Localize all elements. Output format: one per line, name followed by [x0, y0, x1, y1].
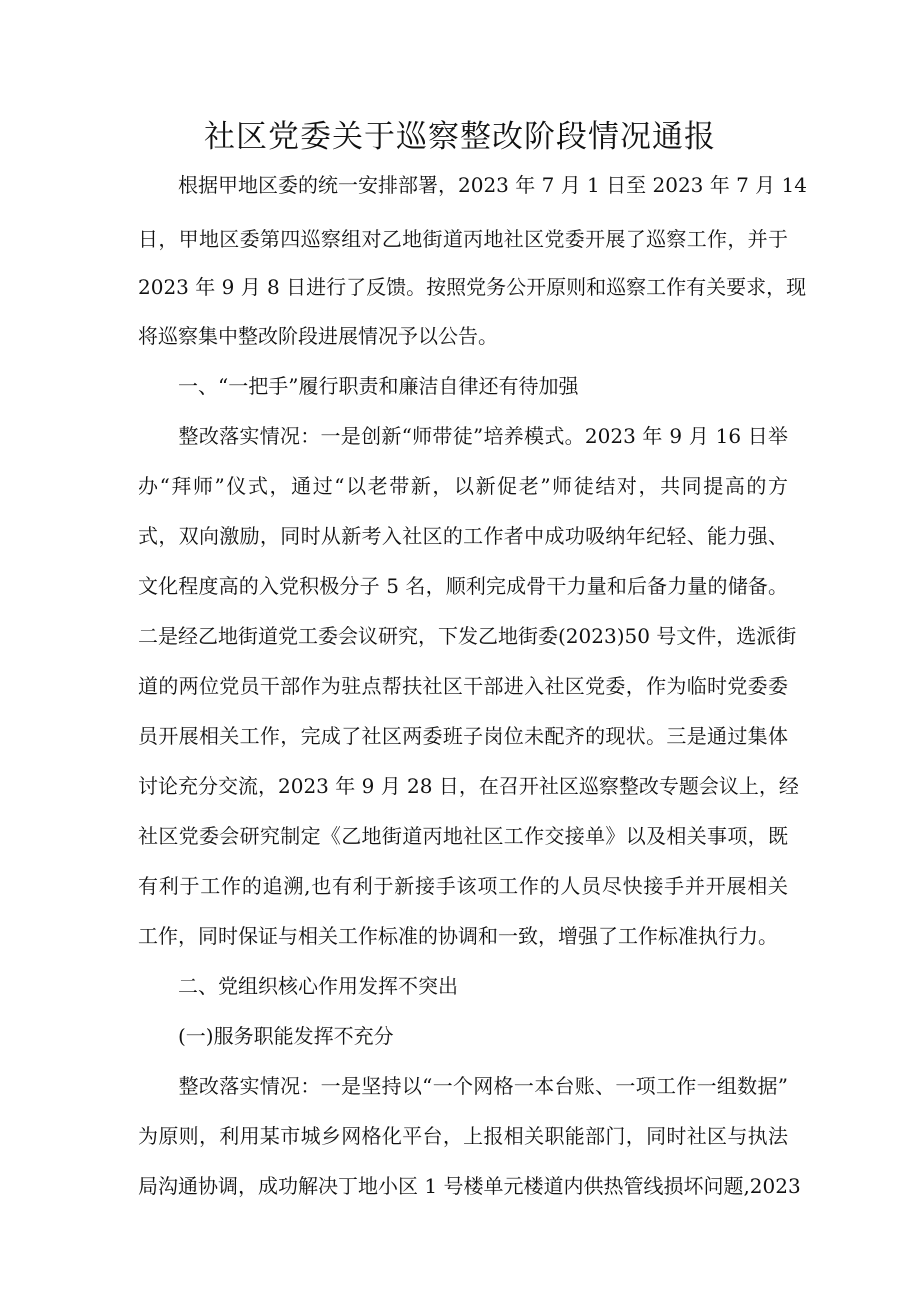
paragraph-line: 文化程度高的入党积极分子 5 名，顺利完成骨干力量和后备力量的储备。: [138, 574, 788, 598]
section-heading: 二、党组织核心作用发挥不突出: [138, 974, 458, 998]
paragraph-line: 道的两位党员干部作为驻点帮扶社区干部进入社区党委，作为临时党委委: [138, 674, 788, 698]
paragraph-line: 日，甲地区委第四巡察组对乙地街道丙地社区党委开展了巡察工作，并于: [138, 227, 788, 251]
paragraph-line: 根据甲地区委的统一安排部署，2023 年 7 月 1 日至 2023 年 7 月 14: [138, 173, 807, 197]
paragraph-line: 2023 年 9 月 8 日进行了反馈。按照党务公开原则和巡察工作有关要求，现: [138, 275, 807, 299]
paragraph-line: 员开展相关工作，完成了社区两委班子岗位未配齐的现状。三是通过集体: [138, 724, 788, 748]
paragraph-line: 式，双向激励，同时从新考入社区的工作者中成功吸纳年纪轻、能力强、: [138, 524, 788, 548]
paragraph-line: 局沟通协调，成功解决丁地小区 1 号楼单元楼道内供热管线损坏问题,2023: [138, 1174, 801, 1198]
paragraph-line: 整改落实情况：一是创新“师带徒”培养模式。2023 年 9 月 16 日举: [138, 424, 788, 448]
paragraph-line: 二是经乙地街道党工委会议研究，下发乙地街委(2023)50 号文件，选派街: [138, 624, 797, 648]
paragraph-line: 将巡察集中整改阶段进展情况予以公告。: [138, 324, 498, 348]
paragraph-line: 为原则，利用某市城乡网格化平台，上报相关职能部门，同时社区与执法: [138, 1124, 788, 1148]
paragraph-line: 社区党委会研究制定《乙地街道丙地社区工作交接单》以及相关事项，既: [138, 824, 788, 848]
paragraph-line: 有利于工作的追溯,也有利于新接手该项工作的人员尽快接手并开展相关: [138, 874, 788, 898]
paragraph-line: 办“拜师”仪式，通过“以老带新，以新促老”师徒结对，共同提高的方: [138, 474, 788, 498]
paragraph-line: 整改落实情况：一是坚持以“一个网格一本台账、一项工作一组数据”: [138, 1074, 788, 1098]
section-heading: 一、“一把手”履行职责和廉洁自律还有待加强: [138, 374, 579, 398]
subsection-heading: (一)服务职能发挥不充分: [138, 1024, 394, 1048]
paragraph-line: 工作，同时保证与相关工作标准的协调和一致，增强了工作标准执行力。: [138, 924, 778, 948]
document-title: 社区党委关于巡察整改阶段情况通报: [204, 119, 716, 155]
paragraph-line: 讨论充分交流，2023 年 9 月 28 日，在召开社区巡察整改专题会议上，经: [138, 774, 799, 798]
